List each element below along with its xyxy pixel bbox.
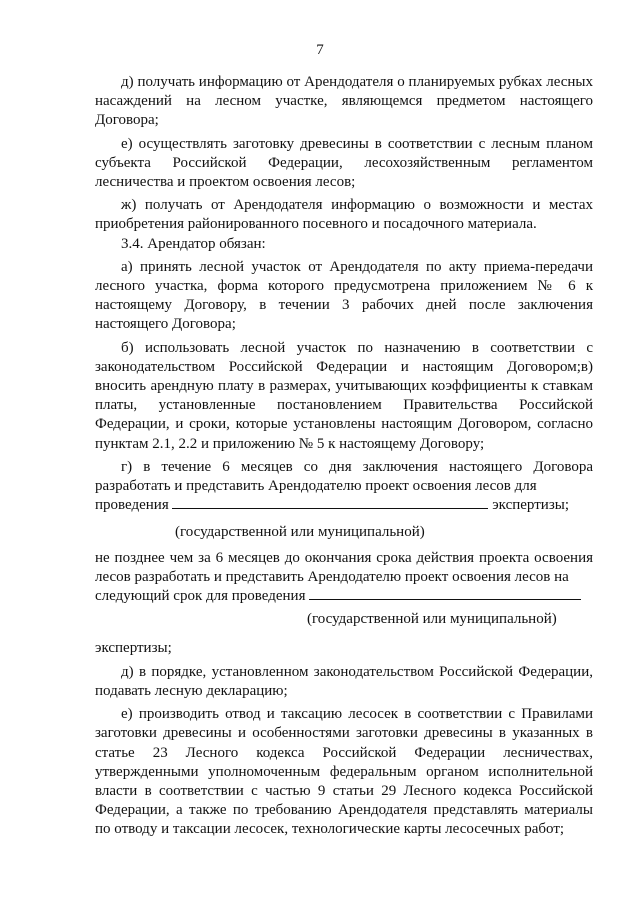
- paragraph-e: е) осуществлять заготовку древесины в соответствии с лесным планом субъекта Российской Федерации, лесохозяйственным регламентом лесничества и проектом освоения лесов;: [95, 135, 593, 191]
- paragraph-b: б) использовать лесной участок по назначению в соответствии с законодательством Российской Федерации и настоящим Договором;в) вносить арендную плату в размерах, учитывающих коэффициенты к ставкам платы, установленные постановлением Правительства Российской Федерации, и сроки, которые установлены настоящим Договором, согласно пунктам 2.1, 2.2 и приложению № 5 к настоящему Договору;: [95, 339, 593, 452]
- paragraph-d: д) получать информацию от Арендодателя о планируемых рубках лесных насаждений на лесном участке, являющемся предметом настоящего Договора;: [95, 74, 593, 129]
- paragraph-zh: ж) получать от Арендодателя информацию о возможности и местах приобретения районированного посевного и посадочного материала.: [95, 197, 593, 233]
- document-body: [95, 73, 593, 840]
- page-number: 7: [316, 42, 324, 58]
- paragraph-d2: д) в порядке, установленном законодательством Российской Федерации, подавать лесную декларацию;: [95, 663, 593, 699]
- g-line3-start: следующий срок для проведения: [95, 588, 306, 605]
- g-line2-end: экспертизы;: [492, 497, 569, 514]
- form-blank-field: [172, 496, 488, 509]
- field-hint-2: (государственной или муниципальной): [307, 611, 557, 628]
- paragraph-g-blank-line: [95, 496, 593, 515]
- g-line2-start: проведения: [95, 497, 169, 514]
- paragraph-g-continued: не позднее чем за 6 месяцев до окончания срока действия проекта освоения лесов разработать и представить Арендодателю проект освоения лесов на: [95, 549, 593, 585]
- field-hint-1: (государственной или муниципальной): [175, 524, 425, 541]
- paragraph-a: а) принять лесной участок от Арендодателя по акту приема-передачи лесного участка, форма которого предусмотрена приложением № 6 к настоящему Договору, в течении 3 рабочих дней после заключения настоящего Договора;: [95, 258, 593, 333]
- paragraph-g-end: экспертизы;: [95, 640, 172, 657]
- section-heading-3-4: 3.4. Арендатор обязан:: [121, 235, 266, 252]
- form-blank-field-2: [309, 587, 581, 600]
- paragraph-g-blank-line-2: [95, 587, 593, 606]
- paragraph-g: г) в течение 6 месяцев со дня заключения настоящего Договора разработать и представить Арендодателю проект освоения лесов для: [95, 458, 593, 495]
- paragraph-e2: е) производить отвод и таксацию лесосек в соответствии с Правилами заготовки древесины и особенностями заготовки древесины в указанных в статье 23 Лесного кодекса Российской Федерации лесничествах, утвержденными уполномоченным федеральным органом исполнительной власти в соответствии с частью 9 статьи 29 Лесного кодекса Российской Федерации, а также по требованию Арендодателя представлять материалы по отводу и таксации лесосек, технологические карты лесосечных работ;: [95, 706, 593, 838]
